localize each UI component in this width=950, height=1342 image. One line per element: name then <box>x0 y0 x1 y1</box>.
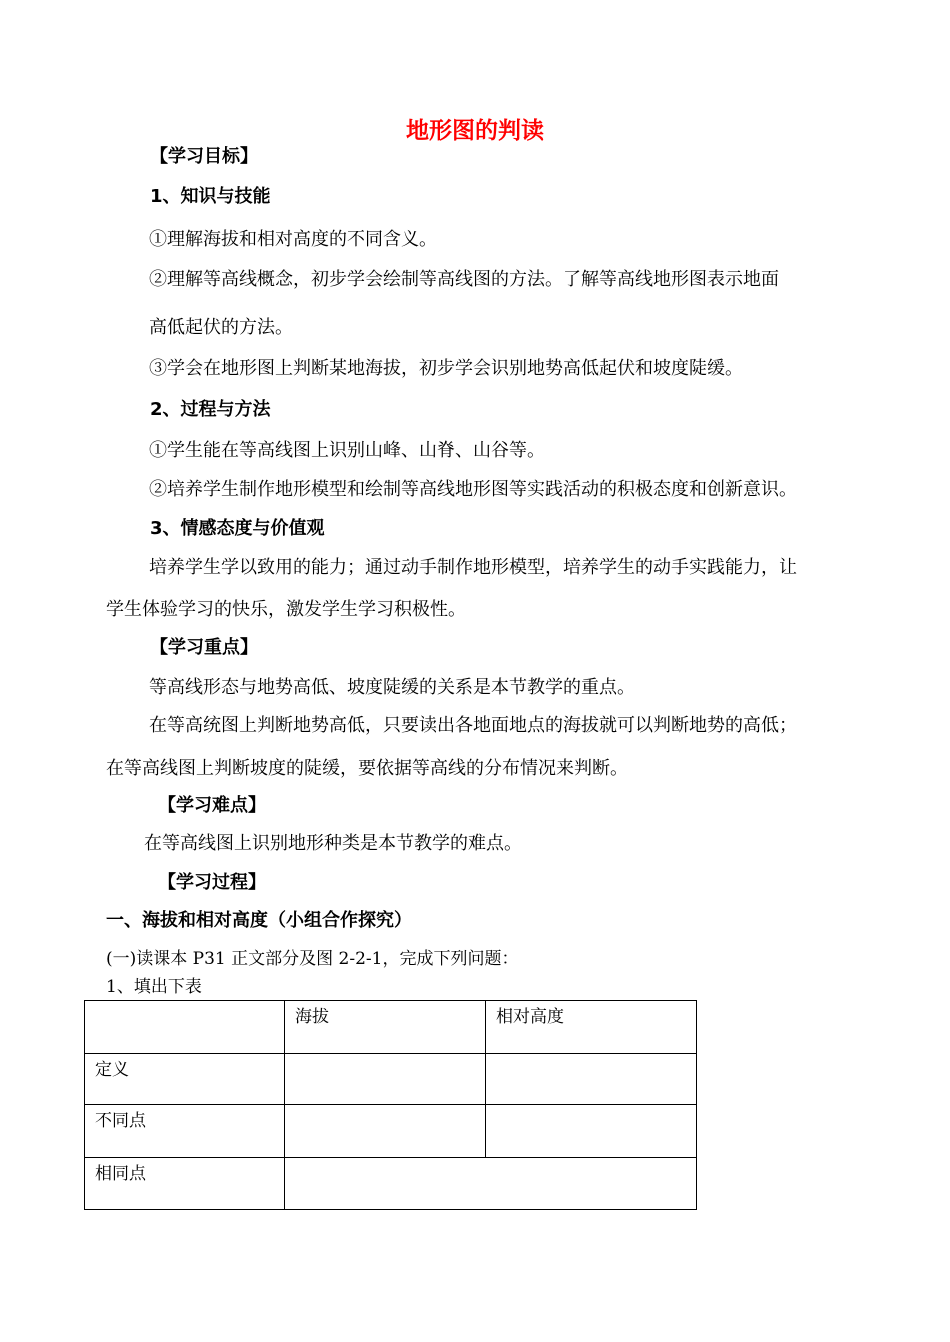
objectives-heading: 【学习目标】 <box>150 146 258 167</box>
table-header-cell: 海拔 <box>285 1001 486 1054</box>
section2-item2: ②培养学生制作地形模型和绘制等高线地形图等实践活动的积极态度和创新意识。 <box>149 479 797 500</box>
difficulties-heading: 【学习难点】 <box>158 795 266 816</box>
table-header-cell <box>85 1001 285 1054</box>
page-title: 地形图的判读 <box>406 118 544 144</box>
difficulties-p1: 在等高线图上识别地形种类是本节教学的难点。 <box>144 833 522 854</box>
process-heading: 【学习过程】 <box>158 872 266 893</box>
section1-item2-line2: 高低起伏的方法。 <box>149 317 293 338</box>
table-row <box>85 1105 697 1158</box>
table-header-cell: 相对高度 <box>486 1001 697 1054</box>
table-cell <box>285 1105 486 1158</box>
table-header-row <box>85 1001 697 1054</box>
table-cell <box>486 1054 697 1105</box>
section1-item2-line1: ②理解等高线概念，初步学会绘制等高线图的方法。了解等高线地形图表示地面 <box>149 269 779 290</box>
section3-line1: 培养学生学以致用的能力；通过动手制作地形模型，培养学生的动手实践能力，让 <box>149 557 797 578</box>
task-label: 1、填出下表 <box>106 977 202 997</box>
table-row <box>85 1158 697 1210</box>
row-label: 相同点 <box>85 1158 285 1210</box>
section1-heading: 1、知识与技能 <box>150 186 271 207</box>
key-points-p1: 等高线形态与地势高低、坡度陡缓的关系是本节教学的重点。 <box>149 677 635 698</box>
section3-line2: 学生体验学习的快乐，激发学生学习积极性。 <box>106 599 466 620</box>
section1-item1: ①理解海拔和相对高度的不同含义。 <box>149 229 437 250</box>
section2-heading: 2、过程与方法 <box>150 399 271 420</box>
comparison-table <box>84 1000 697 1210</box>
row-label: 定义 <box>85 1054 285 1105</box>
row-label: 不同点 <box>85 1105 285 1158</box>
part1-heading: 一、海拔和相对高度（小组合作探究） <box>106 910 412 931</box>
table-row <box>85 1054 697 1105</box>
key-points-p2-line1: 在等高统图上判断地势高低，只要读出各地面地点的海拔就可以判断地势的高低； <box>149 715 797 736</box>
section1-item3: ③学会在地形图上判断某地海拔，初步学会识别地势高低起伏和坡度陡缓。 <box>149 358 743 379</box>
table-cell <box>486 1105 697 1158</box>
section2-item1: ①学生能在等高线图上识别山峰、山脊、山谷等。 <box>149 440 545 461</box>
table-cell <box>285 1158 697 1210</box>
key-points-heading: 【学习重点】 <box>150 637 258 658</box>
section3-heading: 3、情感态度与价值观 <box>150 518 325 539</box>
key-points-p2-line2: 在等高线图上判断坡度的陡缓，要依据等高线的分布情况来判断。 <box>106 758 628 779</box>
part1-instruction: (一)读课本 P31 正文部分及图 2-2-1，完成下列问题： <box>106 949 519 969</box>
table-cell <box>285 1054 486 1105</box>
